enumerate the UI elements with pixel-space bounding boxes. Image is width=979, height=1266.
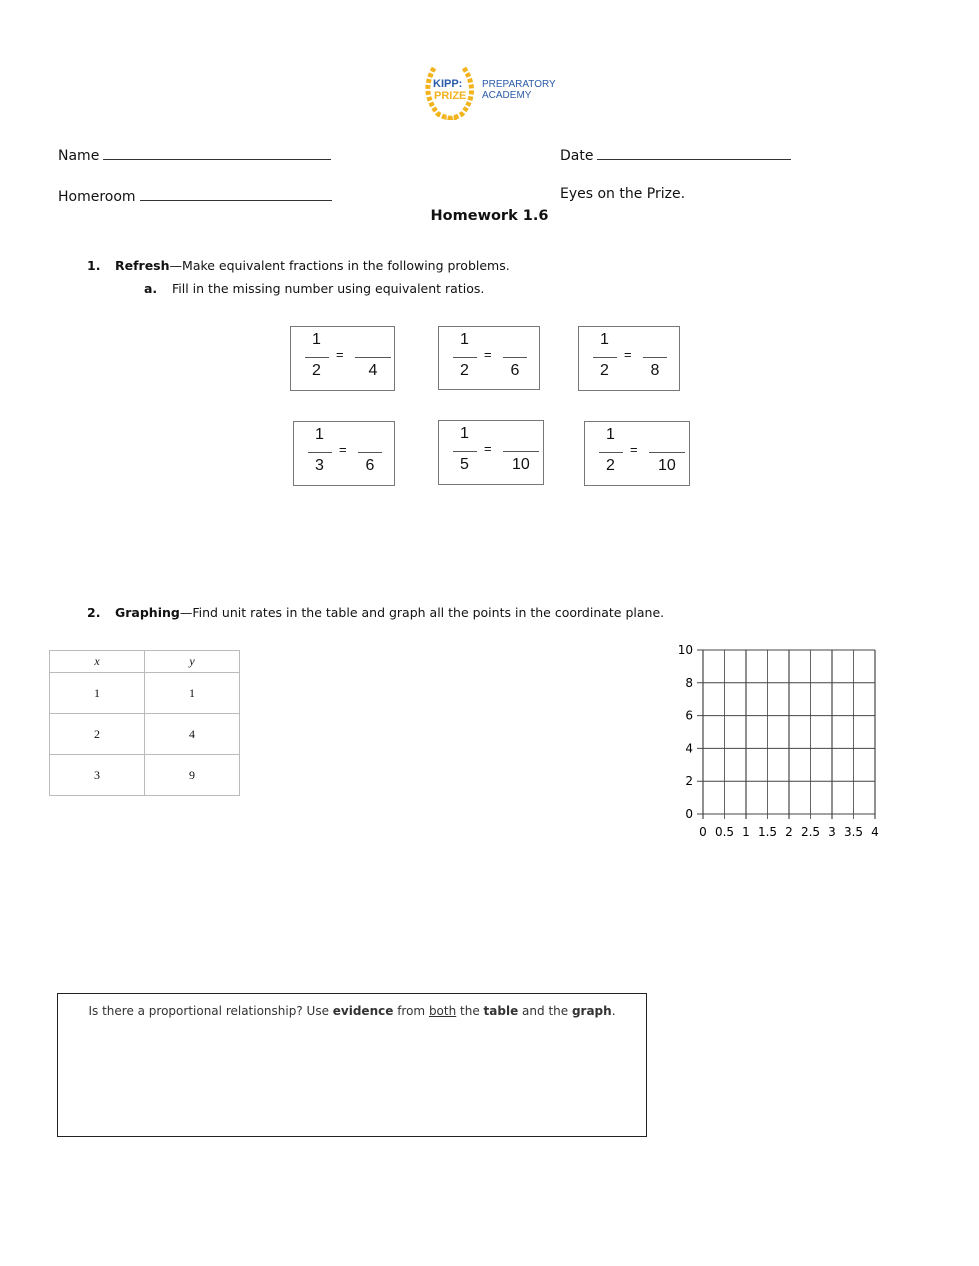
numerator: 1 bbox=[312, 331, 321, 348]
homeroom-field[interactable] bbox=[58, 186, 332, 205]
fraction-box[interactable] bbox=[578, 326, 680, 391]
name-label: Name bbox=[58, 148, 100, 164]
table-cell: 1 bbox=[50, 673, 145, 714]
q2-number: 2. bbox=[87, 605, 101, 620]
q1a-text: Fill in the missing number using equivalent ratios. bbox=[172, 281, 485, 296]
q1-number: 1. bbox=[87, 258, 101, 273]
logo-org-1: PREPARATORY bbox=[482, 79, 556, 90]
logo bbox=[420, 62, 560, 120]
denominator: 2 bbox=[606, 457, 615, 474]
equals-sign: = bbox=[484, 347, 492, 362]
denominator-2: 10 bbox=[512, 456, 530, 473]
denominator: 2 bbox=[312, 362, 321, 379]
date-field[interactable] bbox=[560, 145, 791, 164]
x-tick-label: 3.5 bbox=[843, 825, 864, 839]
fraction-box[interactable] bbox=[290, 326, 395, 391]
table-cell: 2 bbox=[50, 714, 145, 755]
q1-instructions bbox=[115, 258, 510, 273]
blank-numerator[interactable] bbox=[503, 451, 539, 452]
y-tick-label: 0 bbox=[685, 807, 693, 821]
equals-sign: = bbox=[624, 347, 632, 362]
y-tick-label: 8 bbox=[685, 675, 693, 690]
table-cell: 1 bbox=[145, 673, 240, 714]
table-row bbox=[50, 714, 240, 755]
table-row bbox=[50, 673, 240, 714]
x-tick-label: 1 bbox=[742, 825, 750, 839]
q1a-letter: a. bbox=[144, 281, 158, 296]
answer-prompt: Is there a proportional relationship? Use evidence from both the table and the graph. bbox=[88, 1004, 616, 1018]
equals-sign: = bbox=[336, 347, 344, 362]
answer-box[interactable] bbox=[57, 993, 647, 1137]
denominator: 2 bbox=[600, 362, 609, 379]
equals-sign: = bbox=[630, 442, 638, 457]
x-tick-label: 2.5 bbox=[800, 825, 821, 839]
x-tick-label: 4 bbox=[871, 825, 879, 839]
motto: Eyes on the Prize. bbox=[560, 186, 686, 202]
y-tick-label: 4 bbox=[685, 741, 693, 756]
fraction-box[interactable] bbox=[438, 420, 544, 485]
homeroom-label: Homeroom bbox=[58, 189, 136, 205]
table-row bbox=[50, 755, 240, 796]
logo-kipp: KIPP: bbox=[433, 78, 463, 90]
y-tick-label: 10 bbox=[677, 643, 693, 657]
q2-bold: Graphing bbox=[115, 605, 180, 620]
date-label: Date bbox=[560, 148, 594, 164]
x-tick-label: 0 bbox=[699, 825, 707, 839]
denominator: 5 bbox=[460, 456, 469, 473]
table-header-y: y bbox=[145, 651, 240, 673]
numerator: 1 bbox=[315, 426, 324, 443]
numerator: 1 bbox=[460, 425, 469, 442]
y-tick-label: 6 bbox=[685, 708, 693, 723]
denominator-2: 8 bbox=[650, 362, 660, 379]
q1-bold: Refresh bbox=[115, 258, 170, 273]
x-tick-label: 3 bbox=[828, 825, 836, 839]
numerator: 1 bbox=[600, 331, 609, 348]
denominator: 3 bbox=[315, 457, 324, 474]
logo-org-2: ACADEMY bbox=[482, 90, 532, 101]
equals-sign: = bbox=[484, 441, 492, 456]
y-tick-label: 2 bbox=[685, 774, 693, 789]
numerator: 1 bbox=[606, 426, 615, 443]
numerator: 1 bbox=[460, 331, 469, 348]
table-cell: 9 bbox=[145, 755, 240, 796]
denominator-2: 6 bbox=[510, 362, 520, 379]
blank-numerator[interactable] bbox=[503, 357, 527, 358]
blank-numerator[interactable] bbox=[355, 357, 391, 358]
table-cell: 3 bbox=[50, 755, 145, 796]
denominator-2: 6 bbox=[365, 457, 375, 474]
denominator: 2 bbox=[460, 362, 469, 379]
q2-instructions bbox=[115, 605, 664, 620]
denominator-2: 4 bbox=[368, 362, 378, 379]
blank-numerator[interactable] bbox=[358, 452, 382, 453]
q2-text: —Find unit rates in the table and graph all the points in the coordinate plane. bbox=[179, 605, 665, 620]
x-tick-label: 1.5 bbox=[757, 825, 778, 839]
denominator-2: 10 bbox=[658, 457, 676, 474]
table-cell: 4 bbox=[145, 714, 240, 755]
blank-numerator[interactable] bbox=[643, 357, 667, 358]
table-header-x: x bbox=[50, 651, 145, 673]
logo-prize: PRIZE bbox=[434, 90, 467, 102]
xy-table bbox=[49, 650, 240, 796]
x-tick-label: 0.5 bbox=[714, 825, 735, 839]
page-title: Homework 1.6 bbox=[430, 208, 549, 224]
x-tick-label: 2 bbox=[785, 825, 793, 839]
q1-text: —Make equivalent fractions in the following problems. bbox=[169, 258, 510, 273]
equals-sign: = bbox=[339, 442, 347, 457]
fraction-box[interactable] bbox=[438, 326, 540, 390]
fraction-box[interactable] bbox=[293, 421, 395, 486]
name-field[interactable] bbox=[58, 145, 331, 164]
fraction-box[interactable] bbox=[584, 421, 690, 486]
blank-numerator[interactable] bbox=[649, 452, 685, 453]
